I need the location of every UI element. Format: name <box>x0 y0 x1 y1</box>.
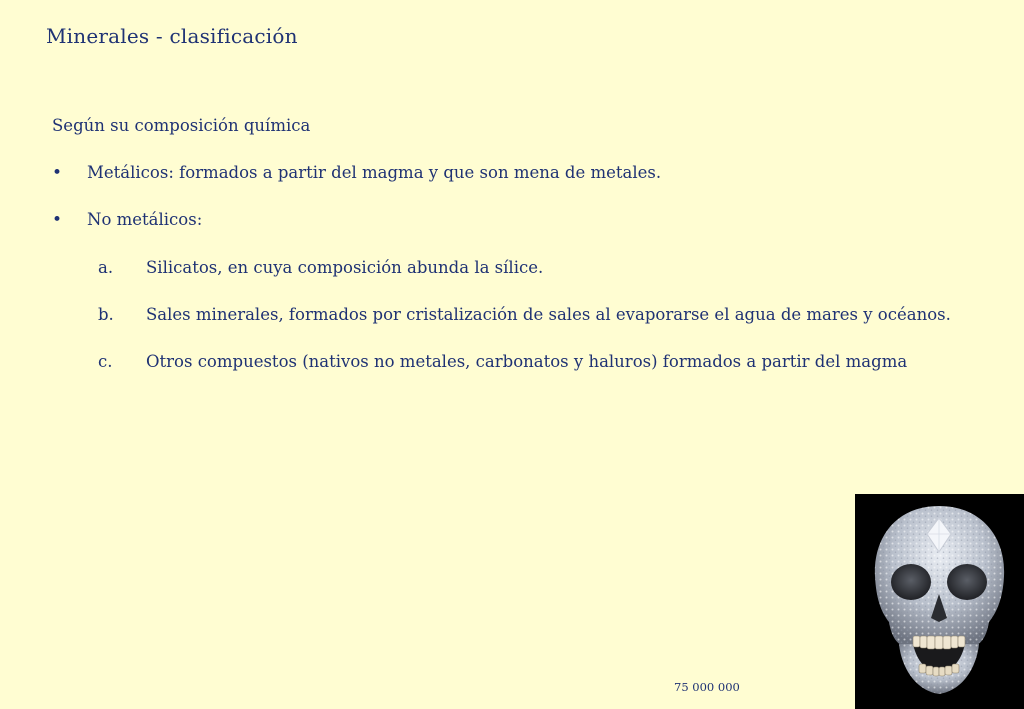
bullet-text: No metálicos: <box>87 210 203 229</box>
bullet-item-no-metalicos <box>52 210 202 230</box>
subitem-otros <box>98 352 907 371</box>
bullet-item-metalicos <box>52 163 661 183</box>
subheading: Según su composición química <box>52 116 311 135</box>
subitem-marker: c. <box>98 352 113 371</box>
bullet-marker: • <box>52 163 63 183</box>
subitem-text: Silicatos, en cuya composición abunda la sílice. <box>146 258 544 277</box>
price-caption: 75 000 000 <box>674 680 740 694</box>
slide-title: Minerales - clasificación <box>46 24 298 48</box>
subitem-text: Sales minerales, formados por cristalización de sales al evaporarse el agua de mares y océanos. <box>146 305 951 324</box>
subitem-silicatos <box>98 258 543 277</box>
skull-illustration <box>855 494 1024 709</box>
bullet-marker: • <box>52 210 63 230</box>
subitem-marker: a. <box>98 258 114 277</box>
subitem-marker: b. <box>98 305 114 324</box>
bullet-text: Metálicos: formados a partir del magma y que son mena de metales. <box>87 163 662 182</box>
subitem-sales <box>98 305 951 324</box>
diamond-skull-photo <box>855 494 1024 709</box>
subitem-text: Otros compuestos (nativos no metales, carbonatos y haluros) formados a partir del magma <box>146 352 908 371</box>
